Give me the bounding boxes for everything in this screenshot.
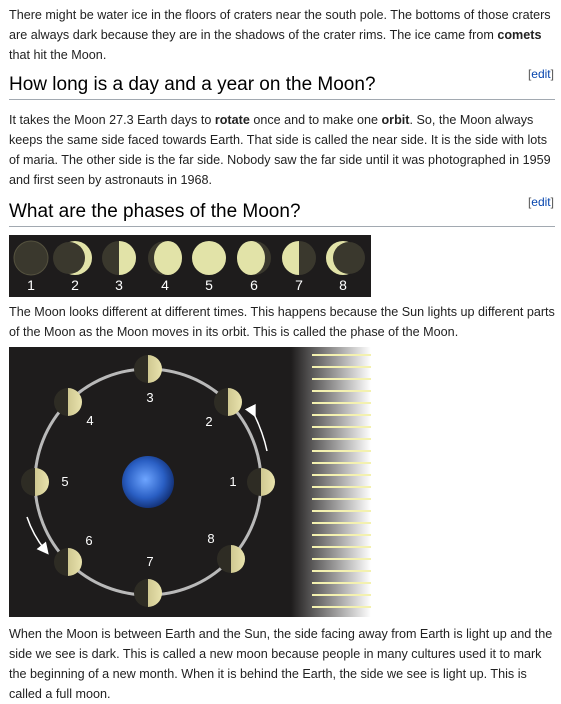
orbit-label-3: 3 (146, 390, 154, 405)
phase-moon-5 (192, 241, 226, 275)
phase-number-2: 2 (71, 277, 79, 293)
orbit-label-6: 6 (85, 533, 93, 548)
orbit-label-7: 7 (146, 554, 154, 569)
edit-label[interactable]: edit (531, 195, 551, 209)
intro-text-end: that hit the Moon. (9, 48, 107, 62)
orbit-label-5: 5 (61, 474, 69, 489)
phase-number-6: 6 (250, 277, 258, 293)
phase-moon-3 (102, 241, 136, 275)
day-year-paragraph (9, 110, 555, 190)
orbit-moon-5 (21, 468, 49, 496)
edit-bracket-close: ] (550, 67, 554, 81)
sunlight-region (291, 347, 371, 617)
orbit-moon-1 (247, 468, 275, 496)
phase-number-4: 4 (161, 277, 169, 293)
orbit-label-2: 2 (205, 414, 213, 429)
phase-number-8: 8 (339, 277, 347, 293)
orbit-moon-4 (54, 388, 82, 416)
phases-paragraph-2: When the Moon is between Earth and the Sun, the side facing away from Earth is light up and the side we see is dark. This is called a new moon because people in many cultures used it to mark the beginning of a new month. When it is behind the Earth, the side we see is light up. This is called a full moon. (9, 627, 553, 701)
orbit-moon-3 (134, 355, 162, 383)
orbit-moon-8 (217, 545, 245, 573)
day-year-text-1: It takes the Moon 27.3 Earth days to (9, 113, 215, 127)
intro-text: There might be water ice in the floors of craters near the south pole. The bottoms of those craters are always dark because they are in the shadows of the crater rims. The ice came from (9, 8, 551, 42)
edit-bracket-close: ] (550, 195, 554, 209)
link-comets[interactable]: comets (497, 28, 542, 42)
orbit-moon-2 (214, 388, 242, 416)
phase-moon-4 (148, 241, 182, 275)
phase-moon-8 (326, 241, 365, 275)
moon-phases-strip-image (9, 235, 371, 297)
phase-moon-2 (53, 241, 92, 275)
phase-number-3: 3 (115, 277, 123, 293)
phase-moon-6 (237, 241, 271, 275)
phase-moon-7 (282, 241, 316, 275)
orbit-label-1: 1 (229, 474, 237, 489)
section-heading-day-year: How long is a day and a year on the Moon? (9, 73, 555, 100)
link-orbit[interactable]: orbit (381, 113, 410, 127)
orbit-moon-6 (54, 548, 82, 576)
day-year-text-3: . So, the Moon always keeps the same side faced towards Earth. That side is called the near side. It is the side with lots of maria. The other side is the far side. Nobody saw the far side until it was photographed in 1959 and first seen by astronauts in 1968. (9, 113, 551, 187)
intro-paragraph (9, 5, 555, 65)
edit-bracket-open: [ (527, 67, 532, 81)
phase-number-7: 7 (295, 277, 303, 293)
phases-paragraph-1: The Moon looks different at different times. This happens because the Sun lights up different parts of the Moon as the Moon moves in its orbit. This is called the phase of the Moon. (9, 305, 555, 339)
earth (122, 456, 174, 508)
orbit-label-4: 4 (86, 413, 94, 428)
link-rotate[interactable]: rotate (214, 113, 250, 127)
orbit-label-8: 8 (207, 531, 215, 546)
orbit-moon-7 (134, 579, 162, 607)
day-year-text-2: once and to make one (249, 113, 382, 127)
edit-label[interactable]: edit (531, 67, 551, 81)
phase-number-1: 1 (27, 277, 35, 293)
phase-moon-1 (14, 241, 48, 275)
phase-number-5: 5 (205, 277, 213, 293)
moon-orbit-diagram-graphic (9, 347, 371, 617)
moon-orbit-diagram-image (9, 347, 371, 617)
edit-bracket-open: [ (527, 195, 532, 209)
section-heading-phases: What are the phases of the Moon? (9, 200, 555, 227)
moon-phases-strip-graphic (9, 235, 371, 297)
